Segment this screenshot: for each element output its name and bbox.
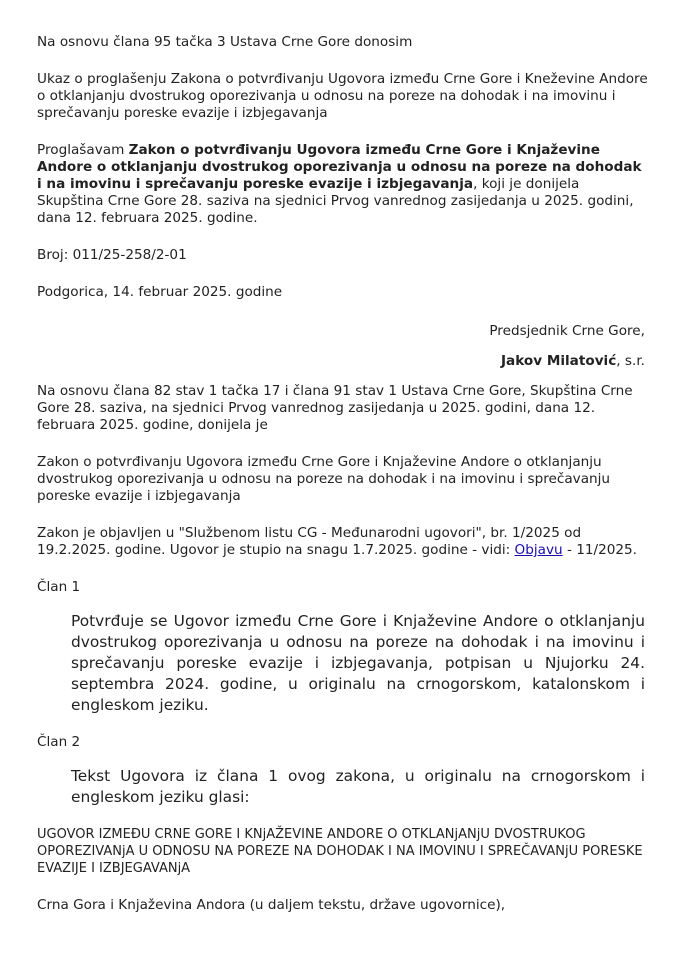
treaty-preamble: Crna Gora i Knjaževina Andora (u daljem tekstu, države ugovornice), xyxy=(37,897,506,913)
law-title: Zakon o potvrđivanju Ugovora između Crne Gore i Knjaževine Andore o otklanjanju dvostrukog oporezivanja u odnosu na poreze na dohodak i na imovinu i sprečavanju poreske evazije i izbjegavanja xyxy=(37,454,611,504)
signer xyxy=(37,353,645,370)
article-1-text: Potvrđuje se Ugovor između Crne Gore i Knjaževine Andore o otklanjanju dvostrukog oporezivanja u odnosu na poreze na dohodak i na imovinu i sprečavanju poreske evazije i izbjegavanja, potpisan u Njujorku 24. septembra 2024. godine, u originalu na crnogorskom, katalonskom i engleskom jeziku. xyxy=(71,612,645,714)
publication-text: Zakon je objavljen u "Službenom listu CG - Međunarodni ugovori", br. 1/2025 od 19.2.2025. godine. Ugovor je stupio na snagu 1.7.2025. godine - vidi: xyxy=(37,525,582,558)
proclamation-paragraph xyxy=(37,142,649,227)
proclamation-lead: Proglašavam xyxy=(37,142,129,158)
place-date: Podgorica, 14. februar 2025. godine xyxy=(37,284,283,300)
objava-link[interactable]: Objavu xyxy=(514,542,563,558)
proclamation-tail: , koji je donijela Skupština Crne Gore 28. saziva na sjednici Prvog vanrednog zasijedanja u 2025. godini, dana 12. februara 2025. godine. xyxy=(37,176,634,226)
signer-title: Predsjednik Crne Gore, xyxy=(489,323,645,339)
signer-suffix: , s.r. xyxy=(616,353,645,369)
ukaz-title: Ukaz o proglašenju Zakona o potvrđivanju Ugovora između Crne Gore i Kneževine Andore o otklanjanju dvostrukog oporezivanja u odnosu na poreze na dohodak i na imovinu i sprečavanju poreske evazije i izbjegavanja xyxy=(37,71,648,121)
article-2-heading: Član 2 xyxy=(37,734,81,750)
signer-name: Jakov Milatović xyxy=(501,353,617,369)
publication-note xyxy=(37,525,649,559)
article-1-heading: Član 1 xyxy=(37,579,81,595)
intro-paragraph: Na osnovu člana 95 tačka 3 Ustava Crne Gore donosim xyxy=(37,34,413,50)
publication-tail: - 11/2025. xyxy=(562,542,637,558)
reference-number: Broj: 011/25-258/2-01 xyxy=(37,247,187,263)
treaty-title: UGOVOR IZMEĐU CRNE GORE I KNjAŽEVINE ANDORE O OTKLANjANjU DVOSTRUKOG OPOREZIVANjA U ODNOSU NA POREZE NA DOHODAK I NA IMOVINU I SPREČAVANjU PORESKE EVAZIJE I IZBJEGAVANjA xyxy=(37,827,643,876)
article-2-text: Tekst Ugovora iz člana 1 ovog zakona, u originalu na crnogorskom i engleskom jeziku glasi: xyxy=(71,767,645,806)
legal-basis-paragraph: Na osnovu člana 82 stav 1 tačka 17 i člana 91 stav 1 Ustava Crne Gore, Skupština Crne Gore 28. saziva, na sjednici Prvog vanrednog zasijedanja u 2025. godini, dana 12. februara 2025. godine, donijela je xyxy=(37,383,633,433)
law-title-bold: Zakon o potvrđivanju Ugovora između Crne Gore i Knjaževine Andore o otklanjanju dvostrukog oporezivanja u odnosu na poreze na dohodak i na imovinu i sprečavanju poreske evazije i izbjegavanja xyxy=(37,142,642,192)
